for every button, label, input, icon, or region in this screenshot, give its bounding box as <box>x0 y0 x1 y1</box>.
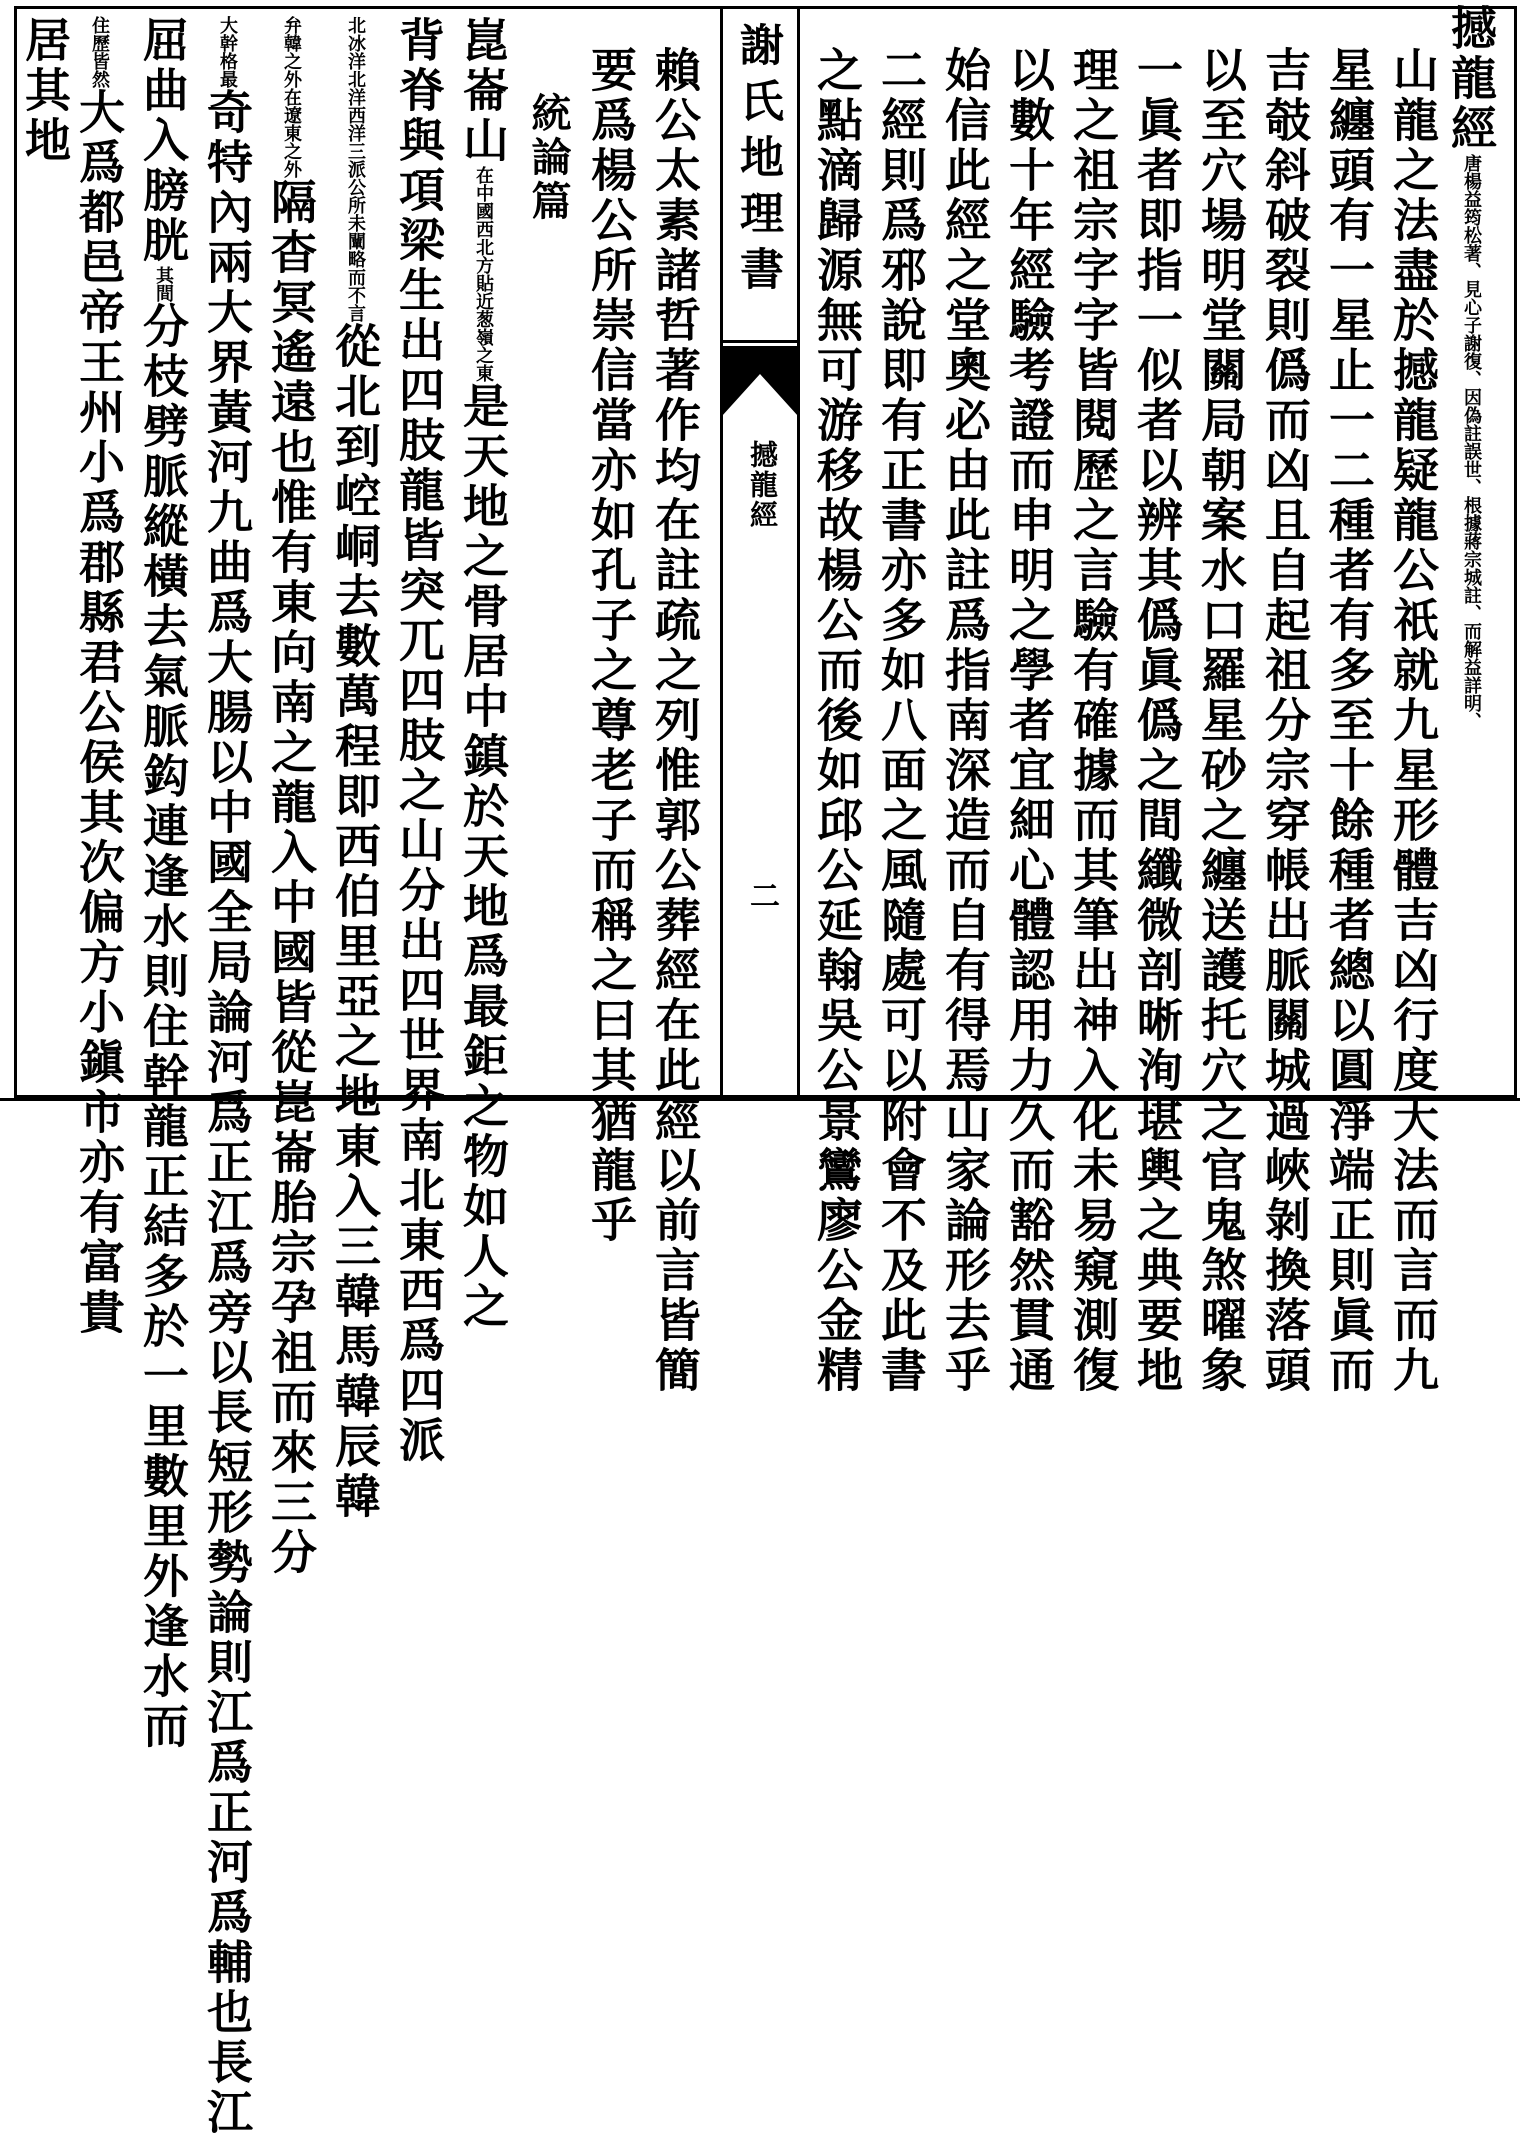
left-text-column: 住歷皆然大爲都邑帝王州小爲郡縣君公侯其次偏方小鎭市亦有富貴 <box>72 16 126 1338</box>
left-intro-column: 賴公太素諸哲著作均在註疏之列惟郭公葬經在此經以前言皆簡 <box>648 46 702 1396</box>
chapter-heading-note-b: 誤世、根據蔣宗城註、而解益詳明、 <box>1461 442 1482 730</box>
page-number: 二 <box>744 880 779 910</box>
left-text-column: 弁韓之外在遼東之外隔杳冥遙遠也惟有東向南之龍入中國皆從崑崙胎宗孕祖而來三分 <box>264 16 318 1578</box>
right-text-column: 二經則爲邪說即有正書亦多如八面之風隨處可以附會不及此書 <box>874 46 928 1396</box>
chapter-heading-note-a: 唐楊益筠松著、見心子謝復、因偽註 <box>1461 154 1482 442</box>
right-text-column: 山龍之法盡於撼龍疑龍公祇就九星形體吉凶行度大法而言而九 <box>1386 46 1440 1396</box>
right-text-column: 理之祖宗字字皆閱歷之言驗有確據而其筆出神入化未易窺測復 <box>1066 46 1120 1396</box>
left-intro-column: 要爲楊公所崇信當亦如孔子之尊老子而稱之曰其猶龍乎 <box>584 46 638 1246</box>
right-text-column: 一眞者即指一似者以辨其僞眞僞之間纖微剖晰洵堪輿之典要地 <box>1130 46 1184 1396</box>
section-title: 統論篇 <box>525 92 572 224</box>
left-text-column: 北冰洋北洋西洋三派公所未闡略而不言從北到崆峒去數萬程即西伯里亞之地東入三韓馬韓辰韓 <box>328 16 382 1522</box>
right-text-column: 星纏頭有一星止一二種者有多至十餘種者總以圓淨端正則眞而 <box>1322 46 1376 1396</box>
right-heading <box>1444 4 1498 730</box>
chapter-heading-title: 撼龍經 <box>1444 4 1498 154</box>
right-text-column: 以數十年經驗考證而申明之學者宜細心體認用力久而豁然貫通 <box>1002 46 1056 1396</box>
left-text-column: 大幹格最奇特內兩大界黃河九曲爲大腸以中國全局論河爲正江爲旁以長短形勢論則江爲正河爲輔也長江 <box>200 16 254 2138</box>
book-title: 謝氏地理書 <box>732 22 783 302</box>
spine-chapter-name: 撼龍經 <box>746 440 779 530</box>
right-text-column: 始信此經之堂奧必由此註爲指南深造而自有得焉山家論形去乎 <box>938 46 992 1396</box>
left-text-column: 屈曲入膀胱其間分枝劈脈縱橫去氣脈鈎連逢水則住幹龍正結多於一里數里外逢水而 <box>136 16 190 1752</box>
left-text-column: 居其地 <box>18 16 72 166</box>
right-text-column: 之點滴歸源無可游移故楊公而後如邱公延翰吳公景鸞廖公金精 <box>810 46 864 1396</box>
spine-divider <box>722 340 798 343</box>
right-text-column: 吉攲斜破裂則僞而凶且自起祖分宗穿帳出脈關城過峽剝換落頭 <box>1258 46 1312 1396</box>
left-text-column: 背脊與項梁生出四肢龍皆突兀四肢之山分出四世界南北東西爲四派 <box>392 16 446 1466</box>
left-text-column: 崑崙山在中國西北方貼近葱嶺之東是天地之骨居中鎮於天地爲最鉅之物如人之 <box>456 16 510 1332</box>
right-text-column: 以至穴場明堂關局朝案水口羅星砂之纏送護托穴之官鬼煞曜象 <box>1194 46 1248 1396</box>
fish-tail-ornament <box>722 346 798 416</box>
